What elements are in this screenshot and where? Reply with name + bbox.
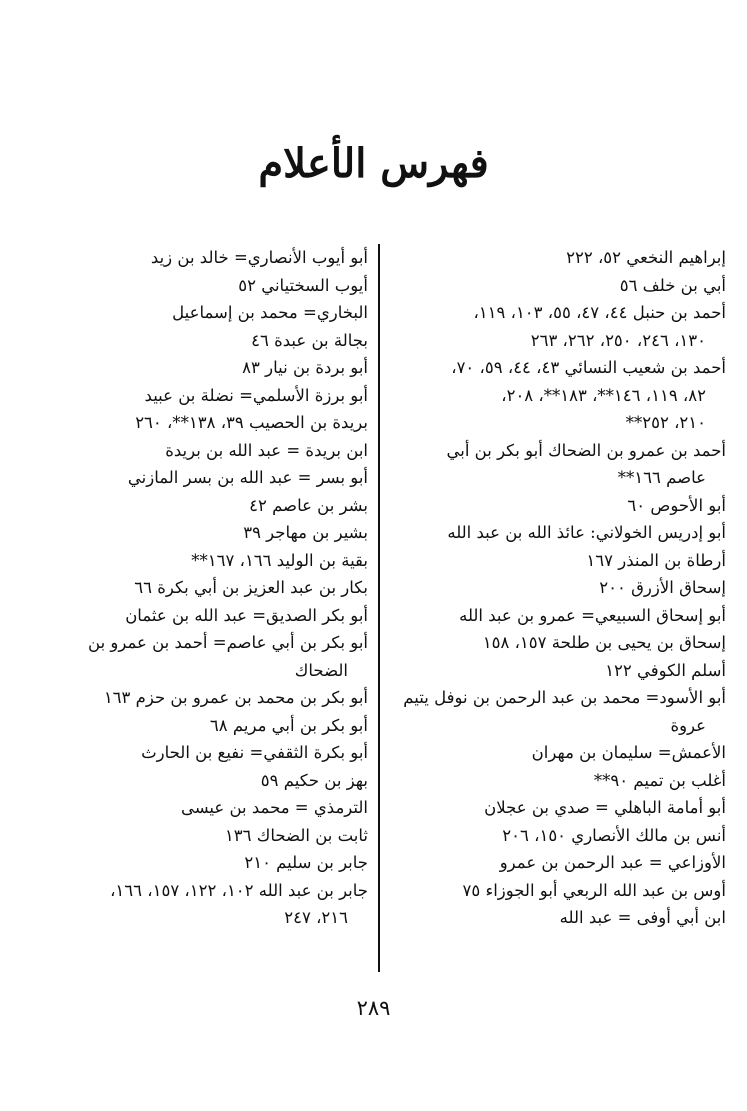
index-entry <box>50 877 368 932</box>
index-entry-line: أبو إدريس الخولاني: عائذ الله بن عبد الله <box>447 523 726 542</box>
index-entry <box>50 382 368 410</box>
index-entry-line: بشر بن عاصم ٤٢ <box>249 495 368 515</box>
index-entry-line: أحمد بن شعيب النسائي ٤٣، ٤٤، ٥٩، ٧٠، <box>451 358 726 377</box>
index-entry-line: أوس بن عبد الله الربعي أبو الجوزاء ٧٥ <box>462 880 726 900</box>
index-entry <box>392 629 726 657</box>
index-entry-line: البخاري= محمد بن إسماعيل <box>172 303 368 322</box>
index-entry-line: بهز بن حكيم ٥٩ <box>260 770 368 790</box>
index-entry <box>50 547 368 575</box>
index-entry-line: أبي بن خلف ٥٦ <box>619 275 726 295</box>
index-entry <box>392 684 726 739</box>
index-entry <box>50 602 368 630</box>
index-entry-continuation: ٢١٦، ٢٤٧ <box>284 908 348 927</box>
index-entry-continuation: ٨٢، ١١٩، ١٤٦**، ١٨٣**، ٢٠٨، <box>501 385 706 405</box>
index-entry <box>392 822 726 850</box>
index-entry-line: ابن بريدة = عبد الله بن بريدة <box>165 440 368 460</box>
index-entry-line: أبو بردة بن نيار ٨٣ <box>242 358 368 377</box>
index-entry-line: ثابت بن الضحاك ١٣٦ <box>224 825 368 845</box>
index-entry <box>50 244 368 272</box>
index-entry-continuation: الضحاك <box>294 660 348 680</box>
index-entry <box>392 437 726 492</box>
index-entry-line: إسحاق بن يحيى بن طلحة ١٥٧، ١٥٨ <box>482 633 726 652</box>
index-entry <box>50 822 368 850</box>
index-entry-line: الترمذي = محمد بن عيسى <box>180 798 368 817</box>
index-entry-line: أرطاة بن المنذر ١٦٧ <box>586 550 726 570</box>
index-entry-line: أغلب بن تميم ٩٠** <box>593 770 726 790</box>
index-entry <box>392 354 726 437</box>
index-entry-line: أبو بكر بن أبي عاصم= أحمد بن عمرو بن <box>88 633 368 652</box>
index-entry-line: بشير بن مهاجر ٣٩ <box>243 523 368 542</box>
index-entry <box>50 409 368 437</box>
index-entry-line: جابر بن عبد الله ١٠٢، ١٢٢، ١٥٧، ١٦٦، <box>110 880 368 900</box>
index-entry-line: أبو الأسود= محمد بن عبد الرحمن بن نوفل يتيم <box>403 688 726 707</box>
index-entry <box>392 574 726 602</box>
index-entry <box>392 904 726 932</box>
index-entry <box>50 767 368 795</box>
index-entry <box>392 849 726 877</box>
index-entry <box>392 767 726 795</box>
index-entry-line: بكار بن عبد العزيز بن أبي بكرة ٦٦ <box>134 578 368 597</box>
index-entry-line: أبو أيوب الأنصاري= خالد بن زيد <box>150 248 368 267</box>
index-column-left <box>50 244 368 932</box>
index-entry <box>50 464 368 492</box>
page-title: فهرس الأعلام <box>258 140 489 187</box>
index-entry <box>50 519 368 547</box>
index-entry-line: جابر بن سليم ٢١٠ <box>244 853 368 872</box>
index-entry <box>392 602 726 630</box>
index-entry-line: أسلم الكوفي ١٢٢ <box>605 660 726 680</box>
index-entry-line: أيوب السختياني ٥٢ <box>238 275 368 295</box>
index-entry-line: أبو برزة الأسلمي= نضلة بن عبيد <box>144 385 368 405</box>
index-entry-line: أبو الأحوص ٦٠ <box>627 495 726 515</box>
index-entry-continuation: ٢١٠، ٢٥٢** <box>625 413 706 432</box>
index-entry-line: أبو بكر بن محمد بن عمرو بن حزم ١٦٣ <box>103 688 368 707</box>
index-entry-continuation: ١٣٠، ٢٤٦، ٢٥٠، ٢٦٢، ٢٦٣ <box>530 330 706 350</box>
index-entry <box>392 547 726 575</box>
index-entry-line: إسحاق الأزرق ٢٠٠ <box>599 578 726 597</box>
index-entry-line: أبو بسر = عبد الله بن بسر المازني <box>127 468 368 487</box>
index-entry <box>50 794 368 822</box>
index-entry-line: بريدة بن الحصيب ٣٩، ١٣٨**، ٢٦٠ <box>135 413 368 432</box>
column-divider <box>378 244 380 972</box>
index-entry-line: أبو بكر الصديق= عبد الله بن عثمان <box>125 605 368 625</box>
index-column-right <box>392 244 726 932</box>
index-entry-line: أحمد بن حنبل ٤٤، ٤٧، ٥٥، ١٠٣، ١١٩، <box>473 303 726 322</box>
index-entry <box>392 244 726 272</box>
index-entry <box>50 849 368 877</box>
index-entry <box>50 437 368 465</box>
index-entry-line: الأوزاعي = عبد الرحمن بن عمرو <box>499 853 726 872</box>
index-entry-continuation: عاصم ١٦٦** <box>617 468 706 487</box>
index-entry <box>50 327 368 355</box>
index-entry <box>50 354 368 382</box>
index-entry <box>392 492 726 520</box>
index-entry <box>392 519 726 547</box>
index-entry-line: أبو أمامة الباهلي = صدي بن عجلان <box>484 798 726 817</box>
index-entry <box>50 492 368 520</box>
index-entry-line: بجالة بن عبدة ٤٦ <box>251 330 368 350</box>
index-entry <box>50 299 368 327</box>
index-entry-continuation: عروة <box>670 715 706 735</box>
index-entry-line: إبراهيم النخعي ٥٢، ٢٢٢ <box>566 248 726 267</box>
index-entry-line: أحمد بن عمرو بن الضحاك أبو بكر بن أبي <box>446 440 726 460</box>
index-entry-line: أبو بكر بن أبي مريم ٦٨ <box>209 715 368 735</box>
index-entry-line: الأعمش= سليمان بن مهران <box>531 743 726 762</box>
index-entry-line: أبو بكرة الثقفي= نفيع بن الحارث <box>141 743 368 762</box>
index-entry <box>50 712 368 740</box>
index-entry <box>50 629 368 684</box>
index-entry <box>50 272 368 300</box>
index-entry <box>392 657 726 685</box>
index-entry <box>392 739 726 767</box>
index-entry-line: بقية بن الوليد ١٦٦، ١٦٧** <box>191 550 368 570</box>
index-entry <box>392 794 726 822</box>
index-entry-line: ابن أبي أوفى = عبد الله <box>559 908 726 927</box>
index-entry <box>50 739 368 767</box>
page-number: ٢٨٩ <box>356 996 391 1020</box>
index-entry <box>50 574 368 602</box>
index-entry <box>392 877 726 905</box>
index-entry <box>50 684 368 712</box>
index-entry-line: أنس بن مالك الأنصاري ١٥٠، ٢٠٦ <box>502 825 726 845</box>
index-entry <box>392 299 726 354</box>
index-entry-line: أبو إسحاق السبيعي= عمرو بن عبد الله <box>459 605 726 625</box>
index-entry <box>392 272 726 300</box>
